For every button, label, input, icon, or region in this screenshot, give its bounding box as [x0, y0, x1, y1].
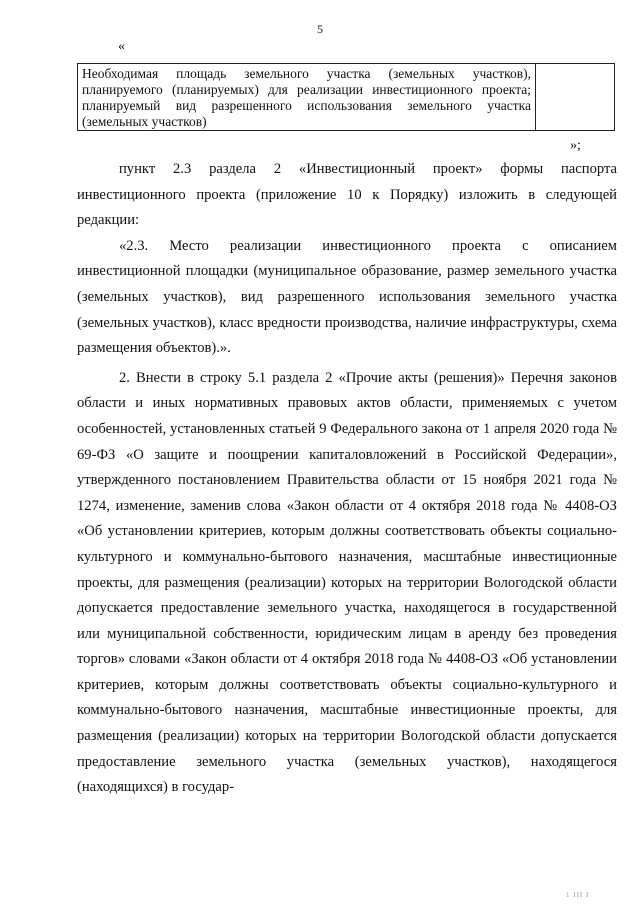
opening-quote-mark: «	[118, 39, 125, 54]
scan-mark: 1 III I	[566, 891, 590, 899]
document-body	[77, 157, 617, 801]
closing-quote-mark: »;	[570, 138, 581, 153]
paragraph-point-2-3-intro: пункт 2.3 раздела 2 «Инвестиционный проект» формы паспорта инвестиционного проекта (приложение 10 к Порядку) изложить в следующей редакции:	[77, 161, 617, 229]
table-empty-cell	[536, 64, 614, 130]
paragraph-item-2: 2. Внести в строку 5.1 раздела 2 «Прочие акты (решения)» Перечня законов области и иных нормативных правовых актов области, применяемых с учетом особенностей, установленных статьей 9 Федерального закона от 1 апреля 2020 года № 69-ФЗ «О защите и поощрении капиталовложений в Российской Федерации», утвержденного постановлением Правительства области от 15 ноября 2021 года № 1274, изменение, заменив слова «Закон области от 4 октября 2018 года № 4408-ОЗ «Об установлении критериев, которым должны соответствовать объекты социально-культурного и коммунально-бытового назначения, масштабные инвестиционные проекты, для размещения (реализации) которых на территории Вологодской области допускается предоставление земельного участка, находящегося в государственной или муниципальной собственности, юридическим лицам в аренду без проведения торгов» словами «Закон области от 4 октября 2018 года № 4408-ОЗ «Об установлении критериев, которым должны соответствовать объекты социально-культурного и коммунально-бытового назначения, масштабные инвестиционные проекты, для размещения (реализации) которых на территории Вологодской области допускается предоставление земельного участка (земельных участков), находящегося (находящихся) в государ-	[77, 369, 617, 796]
table-row-text: Необходимая площадь земельного участка (земельных участков), планируемого (планируемых) для реализации инвестиционного проекта; планируемый вид разрешенного использования земельного участка (земельных участков)	[78, 64, 536, 130]
amendment-table	[77, 63, 615, 131]
paragraph-point-2-3-text: «2.3. Место реализации инвестиционного проекта с описанием инвестиционной площадки (муниципальное образование, размер земельного участка (земельных участков), вид разрешенного использования земельного участка (земельных участков), класс вредности производства, наличие инфраструктуры, схема размещения объектов).».	[77, 237, 617, 357]
page-number: 5	[317, 22, 323, 36]
